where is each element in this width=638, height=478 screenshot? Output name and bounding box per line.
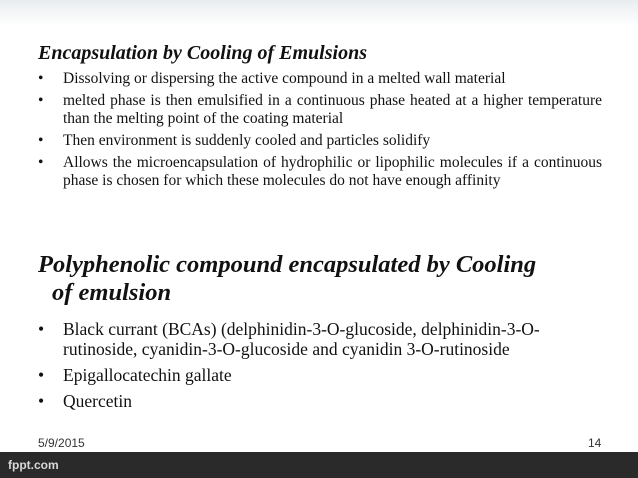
- list-item: [38, 319, 602, 359]
- list-item-text: Dissolving or dispersing the active compound in a melted wall material: [63, 70, 506, 87]
- section1-heading: Encapsulation by Cooling of Emulsions: [38, 42, 367, 64]
- list-item-text: Black currant (BCAs) (delphinidin-3-O-glucoside, delphinidin-3-O-rutinoside, cyanidin-3-O-glucoside and cyanidin 3-O-rutinoside: [63, 319, 540, 359]
- list-item-text: Then environment is suddenly cooled and particles solidify: [63, 132, 431, 149]
- list-item-text: melted phase is then emulsified in a continuous phase heated at a higher temperature than the melting point of the coating material: [63, 92, 602, 127]
- bullet-icon: •: [38, 391, 45, 411]
- list-item: [38, 391, 602, 411]
- list-item-text: Quercetin: [63, 391, 132, 411]
- list-item: [38, 92, 602, 128]
- page-number: 14: [588, 436, 602, 450]
- bullet-icon: •: [38, 132, 44, 149]
- section2-bullet-list: [38, 319, 602, 417]
- bullet-icon: •: [38, 70, 44, 87]
- bullet-icon: •: [38, 319, 45, 339]
- list-item-text: Epigallocatechin gallate: [63, 365, 232, 385]
- top-gradient-band: [0, 0, 638, 26]
- list-item: [38, 365, 602, 385]
- list-item: [38, 70, 602, 88]
- section2-heading: [38, 251, 602, 307]
- list-item-text: Allows the microencapsulation of hydrophilic or lipophilic molecules if a continuous phase is chosen for which these molecules do not have enough affinity: [63, 154, 602, 189]
- section2-heading-line2: of emulsion: [52, 279, 172, 306]
- bullet-icon: •: [38, 365, 45, 385]
- fppt-watermark: fppt.com: [8, 458, 59, 472]
- bullet-icon: •: [38, 92, 44, 109]
- list-item: [38, 132, 602, 150]
- section2-heading-line1: Polyphenolic compound encapsulated by Cooling: [38, 251, 537, 278]
- bullet-icon: •: [38, 154, 44, 171]
- list-item: [38, 154, 602, 190]
- footer-band: [0, 452, 638, 478]
- section1-bullet-list: [38, 70, 602, 194]
- footer-date: 5/9/2015: [38, 436, 85, 450]
